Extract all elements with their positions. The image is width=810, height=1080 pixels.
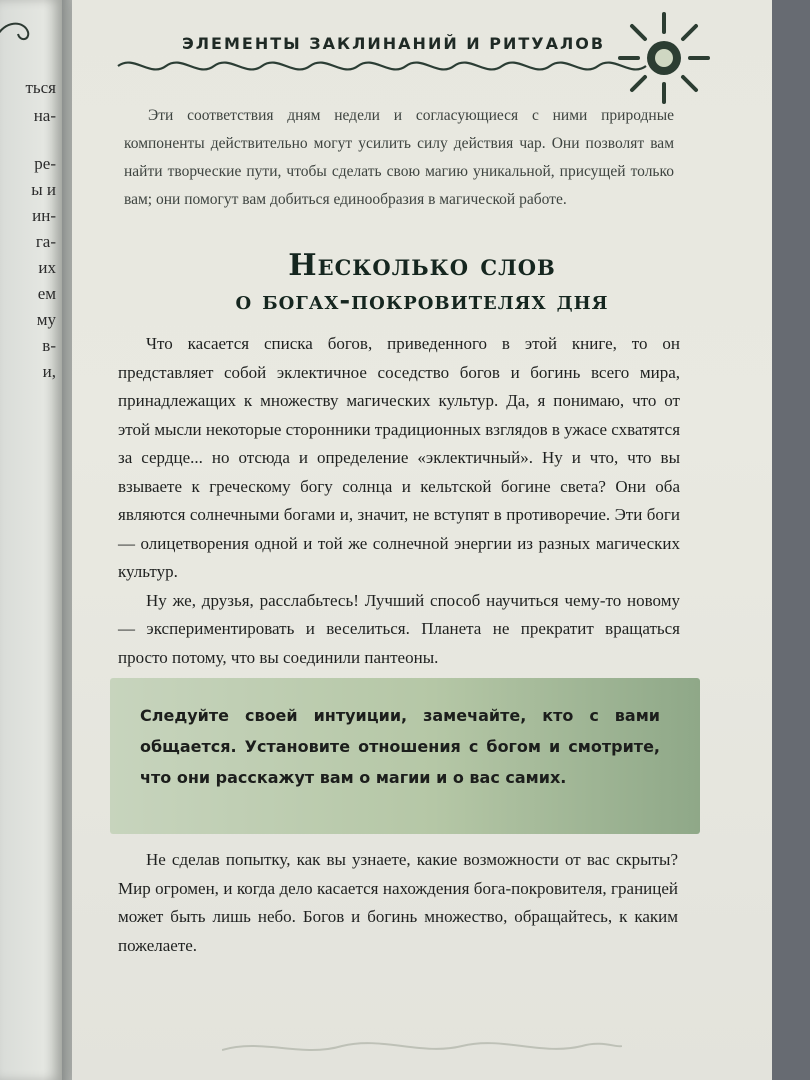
closing-paragraph: Не сделав попытку, как вы узнаете, какие возможности от вас скрыты? Мир огромен, и когда дело касается нахождения бога-покровителя, границей может быть лишь небо. Богов и богинь множество, обращайтесь, к каким пожелаете.	[118, 850, 678, 955]
section-title-line-1: Несколько слов	[288, 248, 556, 283]
left-page-fragment: ы и	[31, 180, 56, 199]
book-page	[72, 0, 772, 1080]
intro-paragraph: Эти соответствия дням недели и согласующиеся с ними природные компоненты действительно могут усилить силу действия чар. Они позволят вам найти творческие пути, чтобы сделать свою магию уникальной, присущей только вам; они помогут вам добиться единообразия в магической работе.	[124, 107, 674, 208]
left-page-fragment: в-	[42, 336, 56, 355]
left-page-fragment: на-	[33, 106, 56, 125]
left-page-fragment: ин-	[32, 206, 56, 225]
left-page-fragment: ем	[37, 284, 56, 303]
body-paragraph: Ну же, друзья, расслабьтесь! Лучший способ научиться чему-то новому — экспериментировать и веселиться. Планета не прекратит вращаться просто потому, что вы соединили пантеоны.	[118, 590, 680, 667]
left-page-fragment: их	[38, 258, 56, 277]
sun-ornament-icon	[614, 8, 714, 108]
left-page-fragment: ться	[25, 78, 56, 97]
left-page-fragment: му	[36, 310, 56, 329]
body-text	[118, 330, 680, 672]
body-paragraph: Что касается списка богов, приведенного в этой книге, то он представляет собой эклектичное соседство богов и богинь всего мира, принадлежащих к множеству магических культур. Да, я понимаю, что от этой мысли некоторые сторонники традиционных взглядов в ужасе схватятся за сердце... но отсюда и определение «эклектичный». Ну и что, что вы взываете к греческому богу солнца и кельтской богине света? Они оба являются солнечными богами и, значит, не вступят в противоречие. Эти боги — олицетворения одной и той же солнечной энергии из разных магических культур.	[118, 334, 681, 581]
left-page-edge	[0, 0, 62, 1080]
callout-text: Следуйте своей интуиции, замечайте, кто с вами общается. Установите отношения с богом и смотрите, что они расскажут вам о магии и о вас самих.	[140, 706, 660, 787]
left-page-fragment: ре-	[34, 154, 56, 173]
footer-ornament-icon	[222, 1030, 622, 1060]
scroll-ornament-icon	[114, 54, 674, 78]
swirl-ornament-icon	[0, 18, 40, 46]
left-page-fragment: га-	[35, 232, 56, 251]
section-title-line-2: о богах-покровителях дня	[235, 286, 609, 316]
left-page-fragment: и,	[42, 362, 56, 381]
background-surface	[772, 0, 810, 1080]
running-header: ЭЛЕМЕНТЫ ЗАКЛИНАНИЙ И РИТУАЛОВ	[182, 34, 606, 53]
